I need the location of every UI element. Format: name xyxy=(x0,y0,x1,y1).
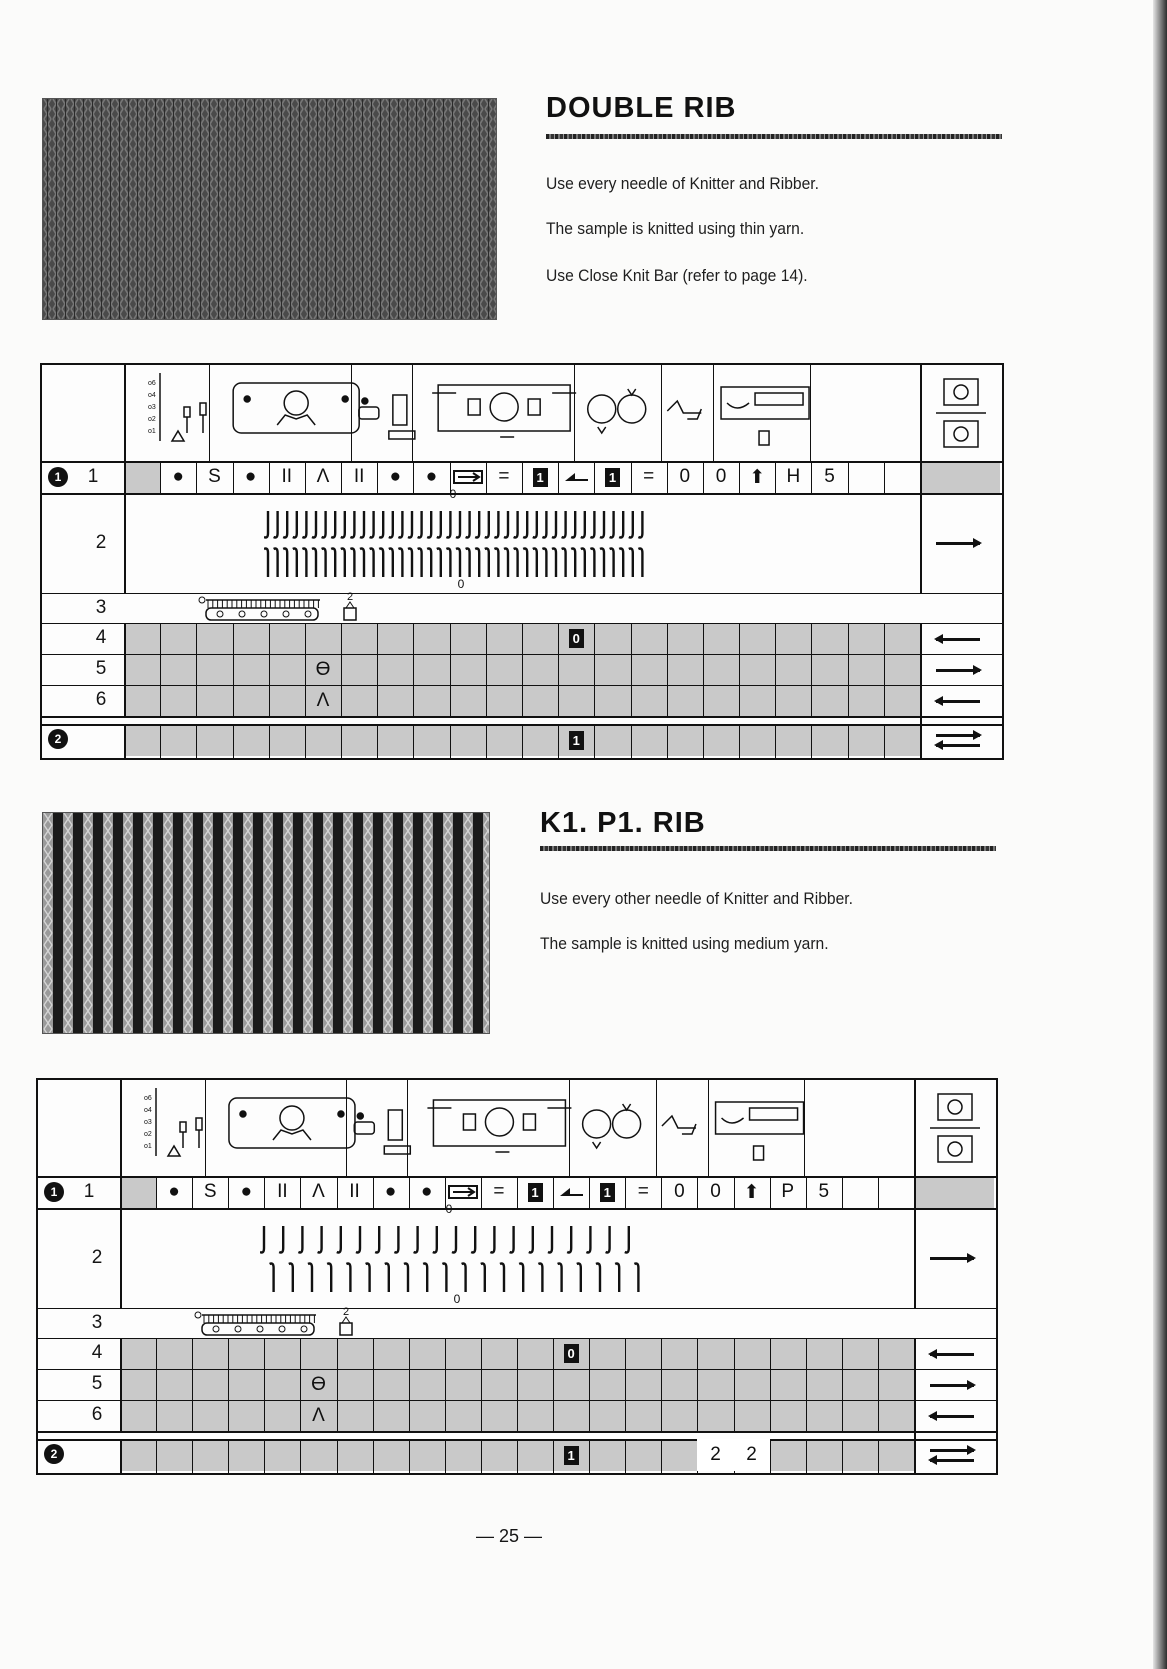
sinker-lock-icon xyxy=(716,1102,804,1160)
row-label: 5 xyxy=(95,658,107,679)
grid-line xyxy=(300,1439,301,1473)
row-label: 6 xyxy=(91,1404,103,1425)
step-2-badge: 2 xyxy=(44,1444,64,1464)
cast-on-comb-icon xyxy=(190,1309,390,1337)
grid-line xyxy=(228,1439,229,1473)
racking-handle-icon xyxy=(432,385,576,437)
racking-arrow-icon xyxy=(563,471,589,483)
center-mark: 0 xyxy=(457,577,465,591)
grid-line xyxy=(196,623,197,716)
carriage-left-arrow xyxy=(936,744,980,747)
cam-setting-cell: Λ xyxy=(316,689,330,711)
row-label: 4 xyxy=(95,627,107,648)
section-title: K1. P1. RIB xyxy=(540,807,706,839)
shaded-cell xyxy=(920,461,1000,493)
cam-setting-cell: Λ xyxy=(312,1404,325,1426)
lever-position-box: 1 xyxy=(605,468,620,487)
grid-line xyxy=(625,1439,626,1473)
k1p1-rib-swatch-image xyxy=(42,812,490,1034)
grid-line xyxy=(156,1439,157,1473)
grid-line xyxy=(124,623,126,716)
grid-line xyxy=(341,724,342,758)
weight-count: 2 xyxy=(342,1306,350,1318)
setting-cell xyxy=(594,461,630,493)
note-line: Use every other needle of Knitter and Ribber. xyxy=(540,889,853,908)
lever-setting-cell xyxy=(553,1439,589,1471)
lever-position-box: 0 xyxy=(564,1344,579,1363)
grid-line xyxy=(589,1338,590,1431)
grid-line xyxy=(445,1439,446,1473)
setting-cell: = xyxy=(498,466,510,487)
setting-cell: 0 xyxy=(679,466,691,487)
pitch-lever-icon xyxy=(588,389,646,433)
grid-line xyxy=(264,1439,265,1473)
needle-arrangement-diagram xyxy=(264,497,654,589)
settings-header-icons xyxy=(120,1080,996,1176)
grid-line xyxy=(775,623,776,716)
svg-text:o4: o4 xyxy=(148,392,156,399)
setting-cell: 5 xyxy=(818,1181,830,1202)
grid-line xyxy=(806,1338,807,1431)
grid-line xyxy=(305,724,306,758)
grid-line xyxy=(775,724,776,758)
setting-cell: II xyxy=(277,1181,288,1202)
lever-position-box: 1 xyxy=(533,468,548,487)
row-label: 6 xyxy=(95,689,107,710)
grid-line xyxy=(661,1439,662,1473)
carriage-lever-icon xyxy=(229,1098,355,1148)
grid-line xyxy=(264,1338,265,1431)
setting-cell: ● xyxy=(168,1181,180,1202)
grid-line xyxy=(811,623,812,716)
grid-line xyxy=(269,724,270,758)
grid-line xyxy=(884,724,885,758)
tension-cell: 2 xyxy=(734,1439,770,1471)
grid-line xyxy=(337,1439,338,1473)
carriage-right-arrow xyxy=(930,1449,974,1452)
grid-line xyxy=(631,623,632,716)
grid-line xyxy=(192,1439,193,1473)
grid-line xyxy=(661,1338,662,1431)
setting-cell: ⬆ xyxy=(749,466,766,488)
setting-cell: Λ xyxy=(312,1181,325,1202)
grid-line xyxy=(697,1338,698,1431)
setting-cell: S xyxy=(208,466,221,487)
grid-line xyxy=(667,724,668,758)
cam-lever-icon xyxy=(359,395,415,439)
grid-line xyxy=(445,1338,446,1431)
header-icon-strip xyxy=(120,1080,996,1176)
row-label: 2 xyxy=(95,532,107,553)
grid-line xyxy=(38,1208,996,1210)
grid-line xyxy=(842,1338,843,1431)
racking-arrow-icon xyxy=(558,1186,584,1198)
grid-line xyxy=(413,724,414,758)
carriage-left-arrow xyxy=(930,1459,974,1462)
svg-text:o1: o1 xyxy=(144,1143,152,1150)
svg-text:o4: o4 xyxy=(144,1107,152,1114)
setting-cell xyxy=(553,1176,589,1208)
setting-cell: = xyxy=(493,1181,505,1202)
carriage-left-arrow xyxy=(936,700,980,703)
grid-line xyxy=(42,716,1002,718)
grid-line xyxy=(337,1338,338,1431)
lever-position-box: 1 xyxy=(528,1183,543,1202)
grid-line xyxy=(589,1439,590,1473)
grid-line xyxy=(409,1439,410,1473)
title-underline xyxy=(540,846,996,851)
grid-line xyxy=(38,1431,996,1433)
grid-line xyxy=(42,493,1002,495)
weight-count: 2 xyxy=(346,591,354,603)
grid-line xyxy=(120,1439,122,1473)
grid-line xyxy=(517,1439,518,1473)
setting-cell: ● xyxy=(421,1181,433,1202)
grid-line xyxy=(770,1439,771,1473)
double-rib-swatch-image xyxy=(42,98,497,320)
row-label: 3 xyxy=(95,597,107,618)
note-line: Use every needle of Knitter and Ribber. xyxy=(546,174,819,193)
setting-cell: ● xyxy=(172,466,184,487)
grid-line xyxy=(884,623,885,716)
grid-line xyxy=(522,623,523,716)
grid-line xyxy=(739,623,740,716)
setting-cell: 0 xyxy=(715,466,727,487)
page-number: — 25 — xyxy=(476,1526,543,1546)
tension-switch-icon xyxy=(930,1094,980,1162)
grid-line xyxy=(848,461,849,493)
tension-cell xyxy=(739,724,775,756)
cam-setting-cell: ϴ xyxy=(315,658,331,680)
grid-line xyxy=(667,623,668,716)
lever-setting-cell xyxy=(558,724,594,756)
setting-cell xyxy=(558,461,594,493)
lever-position-box: 1 xyxy=(564,1446,579,1465)
grid-line xyxy=(920,623,922,758)
grid-line xyxy=(233,623,234,716)
grid-line xyxy=(192,1338,193,1431)
grid-line xyxy=(884,461,885,493)
step-1-badge: 1 xyxy=(44,1182,64,1202)
setting-cell: = xyxy=(637,1181,649,1202)
svg-text:o6: o6 xyxy=(144,1095,152,1102)
svg-text:o3: o3 xyxy=(148,404,156,411)
setting-cell: II xyxy=(349,1181,360,1202)
setting-cell: H xyxy=(786,466,801,487)
svg-text:o6: o6 xyxy=(148,380,156,387)
row-label: 1 xyxy=(83,1181,95,1202)
svg-text:o2: o2 xyxy=(148,416,156,423)
note-line: The sample is knitted using medium yarn. xyxy=(540,934,829,953)
grid-line xyxy=(878,1176,879,1208)
racking-handle-icon xyxy=(427,1100,571,1152)
title-underline xyxy=(546,134,1002,139)
grid-line xyxy=(120,1338,122,1431)
grid-line xyxy=(481,1338,482,1431)
section-title: DOUBLE RIB xyxy=(546,92,737,124)
grid-line xyxy=(522,724,523,758)
setting-cell: S xyxy=(203,1181,217,1202)
half-pitch-icon xyxy=(662,1116,696,1134)
grid-line xyxy=(413,623,414,716)
tension-cell: 2 xyxy=(697,1439,733,1471)
cast-on-comb-icon xyxy=(194,594,394,622)
grid-line xyxy=(625,1338,626,1431)
k1p1-rib-setting-table xyxy=(36,1078,998,1475)
setting-cell: II xyxy=(281,466,293,487)
double-rib-setting-table xyxy=(40,363,1004,760)
carriage-left-arrow xyxy=(936,638,980,641)
grid-line xyxy=(160,623,161,716)
double-rib-swatch-graphic xyxy=(43,99,497,320)
setting-cell: II xyxy=(353,466,365,487)
setting-cell: ⬆ xyxy=(743,1181,760,1203)
grid-line xyxy=(842,1176,843,1208)
grid-line xyxy=(377,623,378,716)
grid-line xyxy=(734,1338,735,1431)
grid-line xyxy=(269,623,270,716)
grid-line xyxy=(196,724,197,758)
grid-line xyxy=(878,1439,879,1473)
cam-setting-cell: ϴ xyxy=(311,1373,326,1395)
setting-cell: ● xyxy=(244,466,257,487)
svg-text:o3: o3 xyxy=(144,1119,152,1126)
carriage-right-arrow xyxy=(936,542,980,545)
row-label: 1 xyxy=(87,466,99,487)
note-line: The sample is knitted using thin yarn. xyxy=(546,219,805,238)
setting-cell xyxy=(522,461,558,493)
setting-cell: Λ xyxy=(316,466,330,487)
grid-line xyxy=(517,1338,518,1431)
lever-position-box: 1 xyxy=(600,1183,615,1202)
setting-cell: 0 xyxy=(674,1181,685,1202)
grid-line xyxy=(38,1308,996,1309)
tension-dial-icon xyxy=(148,373,206,441)
row-label: 2 xyxy=(91,1247,103,1268)
grid-line xyxy=(842,1439,843,1473)
step-1-badge: 1 xyxy=(48,467,68,487)
row-label: 5 xyxy=(91,1373,103,1394)
grid-line xyxy=(124,724,126,758)
settings-header-icons xyxy=(124,365,1002,461)
setting-cell: P xyxy=(781,1181,794,1202)
setting-cell: ● xyxy=(384,1181,397,1202)
grid-line xyxy=(770,1338,771,1431)
grid-line xyxy=(450,724,451,758)
k1p1-rib-swatch-graphic xyxy=(43,813,490,1034)
grid-line xyxy=(409,1338,410,1431)
grid-line xyxy=(228,1338,229,1431)
grid-line xyxy=(914,1338,916,1473)
lever-setting-cell xyxy=(558,623,594,654)
half-pitch-icon xyxy=(667,401,701,419)
grid-line xyxy=(373,1439,374,1473)
lever-setting-cell xyxy=(553,1338,589,1369)
grid-line xyxy=(377,724,378,758)
grid-line xyxy=(811,724,812,758)
tension-cell xyxy=(703,724,739,756)
setting-cell xyxy=(589,1176,625,1208)
grid-line xyxy=(156,1338,157,1431)
center-mark: 0 xyxy=(453,1292,461,1306)
svg-text:o1: o1 xyxy=(148,428,156,435)
grid-line xyxy=(631,724,632,758)
grid-line xyxy=(594,623,595,716)
needle-arrangement-diagram xyxy=(260,1212,650,1304)
lever-position-box: 0 xyxy=(569,629,584,648)
grid-line xyxy=(594,724,595,758)
setting-cell: 0 xyxy=(710,1181,721,1202)
setting-cell: ● xyxy=(240,1181,253,1202)
grid-line xyxy=(42,593,1002,594)
close-knit-bar-icon xyxy=(448,1185,478,1199)
tension-switch-icon xyxy=(936,379,986,447)
shaded-cell xyxy=(914,1176,994,1208)
carriage-right-arrow xyxy=(930,1384,974,1387)
setting-cell: = xyxy=(643,466,655,487)
center-mark: 0 xyxy=(445,1202,453,1216)
setting-cell: 5 xyxy=(824,466,835,487)
svg-text:o2: o2 xyxy=(144,1131,152,1138)
carriage-right-arrow xyxy=(936,669,980,672)
grid-line xyxy=(373,1338,374,1431)
lever-position-box: 1 xyxy=(569,731,584,750)
grid-line xyxy=(848,724,849,758)
grid-line xyxy=(878,1338,879,1431)
carriage-left-arrow xyxy=(930,1415,974,1418)
sinker-lock-icon xyxy=(721,387,809,445)
note-line: Use Close Knit Bar (refer to page 14). xyxy=(546,266,808,285)
page-edge xyxy=(1153,0,1167,1669)
shaded-cell xyxy=(124,461,160,493)
grid-line xyxy=(486,724,487,758)
grid-line xyxy=(160,724,161,758)
grid-line xyxy=(703,623,704,716)
grid-line xyxy=(848,623,849,716)
grid-line xyxy=(233,724,234,758)
row-label: 3 xyxy=(91,1312,103,1333)
center-mark: 0 xyxy=(449,487,457,501)
header-icon-strip xyxy=(124,365,1002,461)
step-2-badge: 2 xyxy=(48,729,68,749)
grid-line xyxy=(486,623,487,716)
shaded-cell xyxy=(120,1176,156,1208)
setting-cell: ● xyxy=(425,466,438,487)
pitch-lever-icon xyxy=(583,1104,641,1148)
cam-lever-icon xyxy=(354,1110,410,1154)
grid-line xyxy=(481,1439,482,1473)
tension-dial-icon xyxy=(144,1088,202,1156)
row-label: 4 xyxy=(91,1342,103,1363)
carriage-right-arrow xyxy=(936,734,980,737)
setting-cell xyxy=(517,1176,553,1208)
close-knit-bar-icon xyxy=(453,470,483,484)
carriage-right-arrow xyxy=(930,1257,974,1260)
carriage-left-arrow xyxy=(930,1353,974,1356)
grid-line xyxy=(450,623,451,716)
grid-line xyxy=(806,1439,807,1473)
grid-line xyxy=(341,623,342,716)
carriage-lever-icon xyxy=(233,383,359,433)
setting-cell: ● xyxy=(389,466,402,487)
